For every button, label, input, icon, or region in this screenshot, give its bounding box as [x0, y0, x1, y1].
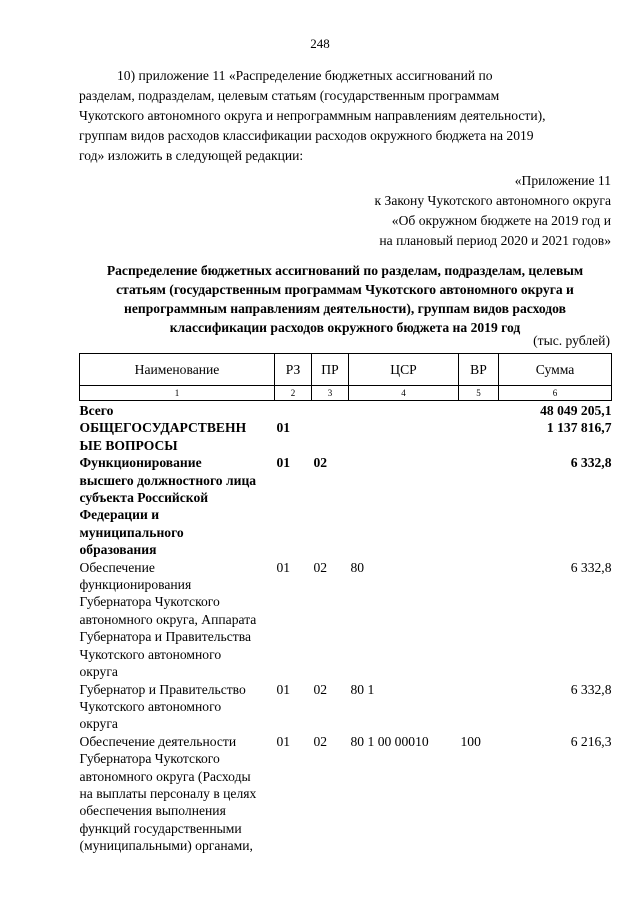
- row-csr: 80: [350, 559, 365, 575]
- row-pr: 02: [313, 681, 328, 697]
- column-number-row: [80, 386, 612, 401]
- table-row: [80, 454, 612, 558]
- row-name-line: округа: [79, 716, 118, 732]
- row-name: [80, 454, 275, 558]
- intro-line: Чукотского автономного округа и непрограммным направлениям деятельности),: [79, 108, 546, 123]
- row-pr: [312, 401, 349, 420]
- row-name-line: округа: [79, 664, 118, 680]
- row-pr: 02: [313, 733, 328, 749]
- row-name-line: высшего должностного лица: [79, 472, 257, 488]
- row-vr: 100: [460, 733, 481, 749]
- heading-line: классификации расходов окружного бюджета на 2019 год: [169, 320, 521, 335]
- row-name-line: образования: [79, 542, 157, 558]
- row-name: [80, 733, 275, 855]
- row-name: [80, 419, 275, 454]
- row-sum: 6 332,8: [570, 681, 612, 697]
- row-rz: 01: [276, 559, 291, 575]
- row-sum: 1 137 816,7: [546, 420, 612, 436]
- row-vr: [459, 401, 499, 420]
- row-vr: [459, 419, 499, 454]
- row-name-line: Чукотского автономного: [79, 646, 222, 662]
- intro-paragraph: [79, 66, 611, 166]
- row-csr: [349, 454, 459, 558]
- row-vr: [459, 454, 499, 558]
- row-pr: 02: [313, 559, 328, 575]
- table-row: [80, 559, 612, 681]
- attachment-line: «Приложение 11: [514, 173, 611, 188]
- row-csr: [349, 401, 459, 420]
- table-row: [80, 733, 612, 855]
- header-rz: РЗ: [275, 354, 312, 386]
- row-name-line: на выплаты персоналу в целях: [79, 785, 257, 801]
- column-number: 3: [312, 386, 349, 401]
- row-pr: 02: [313, 455, 328, 471]
- row-csr: 80 1: [350, 681, 375, 697]
- row-name-line: Обеспечение деятельности: [79, 733, 237, 749]
- row-rz: 01: [276, 733, 291, 749]
- row-rz: 01: [276, 420, 291, 436]
- intro-line: группам видов расходов классификации расходов окружного бюджета на 2019: [79, 128, 534, 143]
- row-sum: 6 332,8: [570, 455, 612, 471]
- row-name-line: обеспечения выполнения: [79, 803, 226, 819]
- row-name-line: ЫЕ ВОПРОСЫ: [79, 437, 178, 453]
- table-row: [80, 401, 612, 420]
- row-vr: [459, 559, 499, 681]
- row-rz: [275, 401, 312, 420]
- header-pr: ПР: [312, 354, 349, 386]
- row-name-line: Губернатора и Правительства: [79, 629, 251, 645]
- heading-line: статьям (государственным программам Чукотского автономного округа и: [116, 282, 574, 297]
- heading-line: Распределение бюджетных ассигнований по разделам, подразделам, целевым: [106, 263, 584, 278]
- row-name: [80, 559, 275, 681]
- row-name-line: Губернатора Чукотского: [79, 751, 220, 767]
- row-name-line: Федерации и: [79, 507, 160, 523]
- row-name-line: Чукотского автономного: [79, 698, 222, 714]
- row-name-line: субъекта Российской: [79, 490, 209, 506]
- row-name: [80, 681, 275, 733]
- table-body: [80, 401, 612, 855]
- attachment-reference: [375, 171, 612, 251]
- intro-line: разделам, подразделам, целевым статьям (государственным программам: [79, 88, 500, 103]
- header-sum: Сумма: [499, 354, 612, 386]
- attachment-line: к Закону Чукотского автономного округа: [374, 193, 611, 208]
- row-csr: [349, 419, 459, 454]
- document-heading: [79, 261, 611, 337]
- units-label: (тыс. рублей): [533, 333, 610, 348]
- table-header-row: [80, 354, 612, 386]
- row-name-line: муниципального: [79, 524, 184, 540]
- page-number: 248: [310, 36, 330, 51]
- header-name: Наименование: [80, 354, 275, 386]
- column-number: 5: [459, 386, 499, 401]
- attachment-line: на плановый период 2020 и 2021 годов»: [379, 233, 611, 248]
- header-csr: ЦСР: [349, 354, 459, 386]
- row-name-line: (муниципальными) органами,: [79, 838, 253, 854]
- row-name-line: функционирования: [79, 577, 192, 593]
- column-number: 2: [275, 386, 312, 401]
- row-name-line: Обеспечение: [79, 559, 155, 575]
- row-name-line: функций государственными: [79, 820, 242, 836]
- column-number: 1: [80, 386, 275, 401]
- row-name-line: автономного округа, Аппарата: [79, 611, 257, 627]
- row-name-line: ОБЩЕГОСУДАРСТВЕНН: [79, 420, 247, 436]
- row-name-line: автономного округа (Расходы: [79, 768, 251, 784]
- row-sum: 48 049 205,1: [540, 403, 612, 418]
- row-name: [80, 401, 275, 420]
- row-csr: 80 1 00 00010: [350, 733, 429, 749]
- row-rz: 01: [276, 681, 291, 697]
- table-row: [80, 419, 612, 454]
- intro-line: год» изложить в следующей редакции:: [79, 148, 304, 163]
- heading-line: непрограммным направлениям деятельности), группам видов расходов: [124, 301, 566, 316]
- column-number: 6: [499, 386, 612, 401]
- row-sum: 6 216,3: [570, 733, 612, 749]
- intro-line: 10) приложение 11 «Распределение бюджетных ассигнований по: [117, 68, 493, 83]
- row-vr: [459, 681, 499, 733]
- table-row: [80, 681, 612, 733]
- attachment-line: «Об окружном бюджете на 2019 год и: [391, 213, 611, 228]
- row-name-line: Губернатора Чукотского: [79, 594, 220, 610]
- row-name-line: Всего: [79, 403, 114, 418]
- row-rz: 01: [276, 455, 291, 471]
- row-pr: [312, 419, 349, 454]
- row-name-line: Функционирование: [79, 455, 202, 471]
- column-number: 4: [349, 386, 459, 401]
- row-name-line: Губернатор и Правительство: [79, 681, 246, 697]
- header-vr: ВР: [459, 354, 499, 386]
- row-sum: 6 332,8: [570, 559, 612, 575]
- budget-table: [79, 353, 612, 855]
